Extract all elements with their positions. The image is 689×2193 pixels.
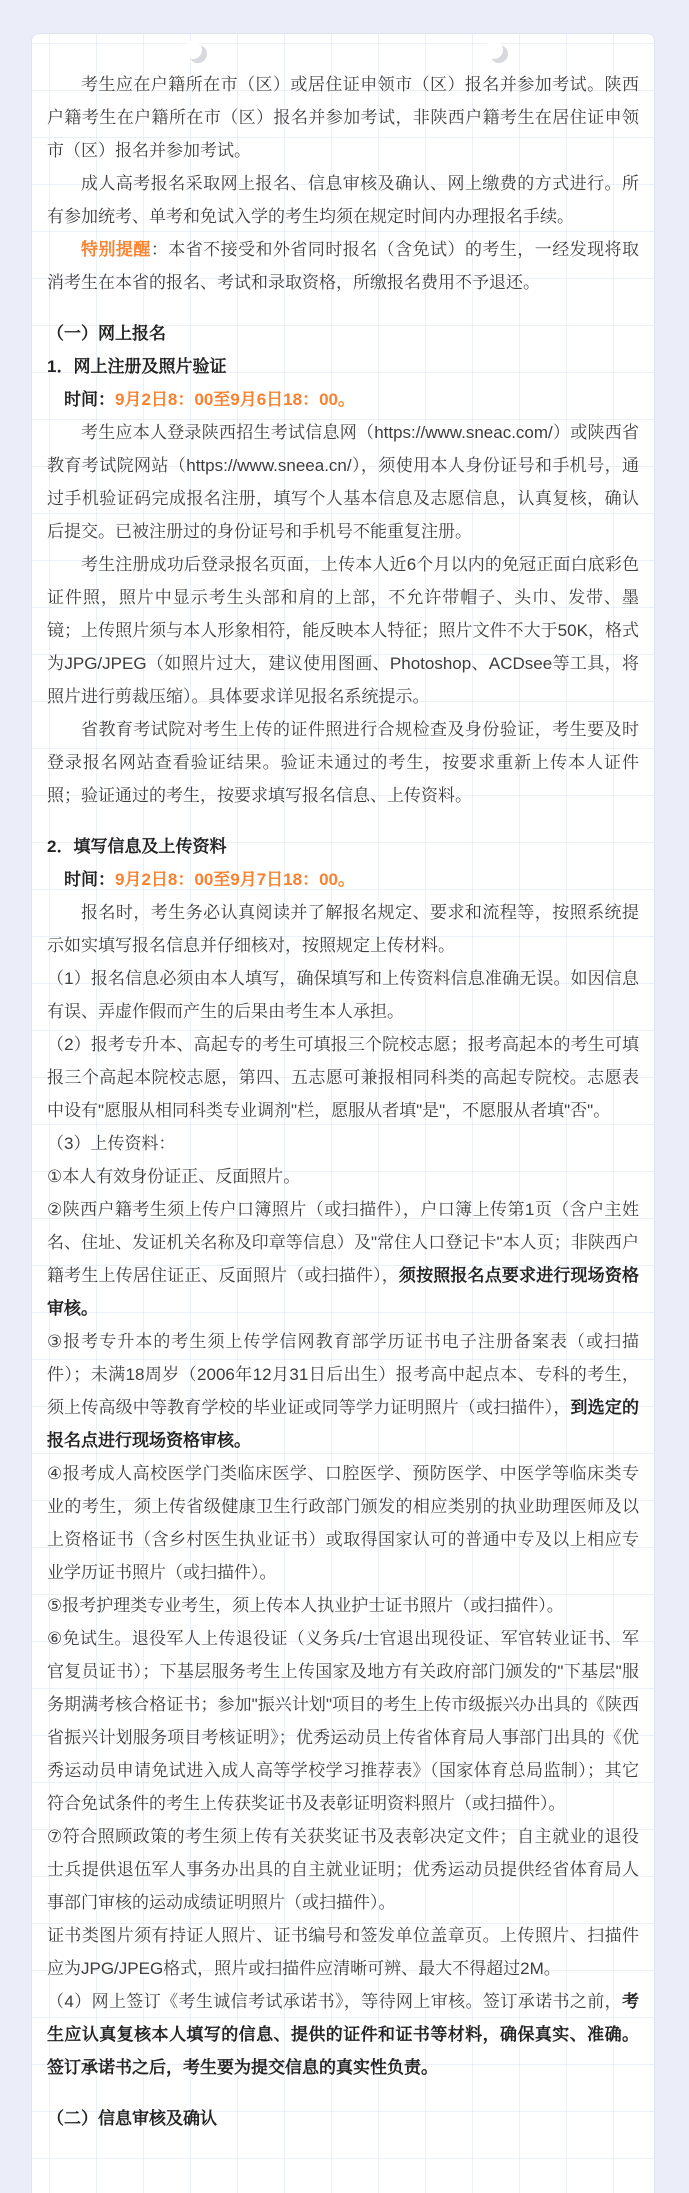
- special-notice-label: 特别提醒: [81, 240, 151, 259]
- registration-paragraph-1: 考生应本人登录陕西招生考试信息网（https://www.sneac.com/）或陕西省教育考试院网站（https://www.sneea.cn/），须使用本人身份证号和手机号，通过手机验证码完成报名注册，填写个人基本信息及志愿信息，认真复核，确认后提交。已被注册过的身份证号和手机号不能重复注册。: [47, 423, 639, 541]
- intro-paragraph-2: 成人高考报名采取网上报名、信息审核及确认、网上缴费的方式进行。所有参加统考、单考和免试入学的考生均须在规定时间内办理报名手续。: [47, 174, 639, 226]
- upload-item-5: ⑤报考护理类专业考生，须上传本人执业护士证书照片（或扫描件）。: [47, 1596, 564, 1615]
- time-label: 时间：: [64, 390, 115, 409]
- registration-paragraph-2: 考生注册成功后登录报名页面，上传本人近6个月以内的免冠正面白底彩色证件照，照片中显示考生头部和肩的上部，不允许带帽子、头巾、发带、墨镜；上传照片须与本人形象相符，能反映本人特征；照片文件不大于50K，格式为JPG/JPEG（如照片过大，建议使用图画、Photoshop、ACDsee等工具，将照片进行剪裁压缩）。具体要求详见报名系统提示。: [47, 555, 639, 706]
- time-value: 9月2日8：00至9月6日18：00。: [115, 390, 356, 409]
- upload-item-3: [47, 1325, 639, 1457]
- upload-item-3-text: ③报考专升本的考生须上传学信网教育部学历证书电子注册备案表（或扫描件）；未满18周岁（2006年12月31日后出生）报考高中起点本、专科的考生，须上传高级中等教育学校的毕业证或同等学力证明照片（或扫描件），: [47, 1332, 639, 1417]
- intro-paragraph-1: 考生应在户籍所在市（区）或居住证申领市（区）报名并参加考试。陕西户籍考生在户籍所在市（区）报名并参加考试，非陕西户籍考生在居住证申领市（区）报名并参加考试。: [47, 75, 639, 160]
- special-notice-paragraph: [47, 233, 639, 299]
- upload-item-3-bold-note: 到选定的报名点进行现场资格审核。: [47, 1398, 640, 1450]
- subsection-2-time: [47, 863, 639, 896]
- binder-ring-icon: [490, 45, 508, 63]
- time-value: 9月2日8：00至9月7日18：00。: [115, 870, 356, 889]
- numbered-item-4-bold-note: 考生应认真复核本人填写的信息、提供的证件和证书等材料，确保真实、准确。签订承诺书之后，考生要为提交信息的真实性负责。: [47, 1992, 639, 2077]
- numbered-item-4-text: （4）网上签订《考生诚信考试承诺书》，等待网上审核。签订承诺书之前，: [47, 1992, 622, 2011]
- subsection-1-title: 1．网上注册及照片验证: [47, 357, 227, 376]
- certificate-note: 证书类图片须有持证人照片、证书编号和签发单位盖章页。上传照片、扫描件应为JPG/JPEG格式，照片或扫描件应清晰可辨、最大不得超过2M。: [47, 1926, 639, 1978]
- upload-item-4: ④报考成人高校医学门类临床医学、口腔医学、预防医学、中医学等临床类专业的考生，须上传省级健康卫生行政部门颁发的相应类别的执业助理医师及以上资格证书（含乡村医生执业证书）或取得国家认可的普通中专及以上相应专业学历证书照片（或扫描件）。: [47, 1464, 639, 1582]
- upload-item-2: [47, 1193, 639, 1325]
- numbered-item-1: （1）报名信息必须由本人填写，确保填写和上传资料信息准确无误。如因信息有误、弄虚作假而产生的后果由考生本人承担。: [47, 969, 639, 1021]
- subsection-1-time: [47, 383, 639, 416]
- binder-ring-icon: [189, 45, 207, 63]
- section-1-heading: （一）网上报名: [47, 324, 166, 343]
- upload-item-6: ⑥免试生。退役军人上传退役证（义务兵/士官退出现役证、军官转业证书、军官复员证书）；下基层服务考生上传国家及地方有关政府部门颁发的"下基层"服务期满考核合格证书；参加"振兴计划"项目的考生上传市级振兴办出具的《陕西省振兴计划服务项目考核证明》；优秀运动员上传省体育局人事部门出具的《优秀运动员申请免试进入成人高等学校学习推荐表》（国家体育总局监制）；其它符合免试条件的考生上传获奖证书及表彰证明资料照片（或扫描件）。: [47, 1629, 639, 1813]
- registration-paragraph-3: 省教育考试院对考生上传的证件照进行合规检查及身份验证，考生要及时登录报名网站查看验证结果。验证未通过的考生，按要求重新上传本人证件照；验证通过的考生，按要求填写报名信息、上传资料。: [47, 720, 639, 805]
- upload-item-2-text: ②陕西户籍考生须上传户口簿照片（或扫描件），户口簿上传第1页（含户主姓名、住址、发证机关名称及印章等信息）及"常住人口登记卡"本人页；非陕西户籍考生上传居住证正、反面照片（或扫描件），: [47, 1200, 639, 1285]
- article-card: [31, 33, 655, 2193]
- upload-item-1: ①本人有效身份证正、反面照片。: [47, 1167, 301, 1186]
- numbered-item-2: （2）报考专升本、高起专的考生可填报三个院校志愿；报考高起本的考生可填报三个高起本院校志愿，第四、五志愿可兼报相同科类的高起专院校。志愿表中设有"愿服从相同科类专业调剂"栏，愿服从者填"是"，不愿服从者填"否"。: [47, 1035, 639, 1120]
- numbered-item-3: （3）上传资料：: [47, 1134, 176, 1153]
- section-2-heading: （二）信息审核及确认: [47, 2109, 217, 2128]
- fill-info-paragraph: 报名时，考生务必认真阅读并了解报名规定、要求和流程等，按照系统提示如实填写报名信息并仔细核对，按照规定上传材料。: [47, 903, 639, 955]
- upload-item-2-bold-note: 须按照报名点要求进行现场资格审核。: [47, 1266, 640, 1318]
- upload-item-7: ⑦符合照顾政策的考生须上传有关获奖证书及表彰决定文件；自主就业的退役士兵提供退伍军人事务办出具的自主就业证明；优秀运动员提供经省体育局人事部门审核的运动成绩证明照片（或扫描件）。: [47, 1827, 639, 1912]
- subsection-2-title: 2．填写信息及上传资料: [47, 837, 227, 856]
- special-notice-text: ：本省不接受和外省同时报名（含免试）的考生，一经发现将取消考生在本省的报名、考试和录取资格，所缴报名费用不予退还。: [47, 240, 640, 292]
- time-label: 时间：: [64, 870, 115, 889]
- numbered-item-4: [47, 1985, 639, 2084]
